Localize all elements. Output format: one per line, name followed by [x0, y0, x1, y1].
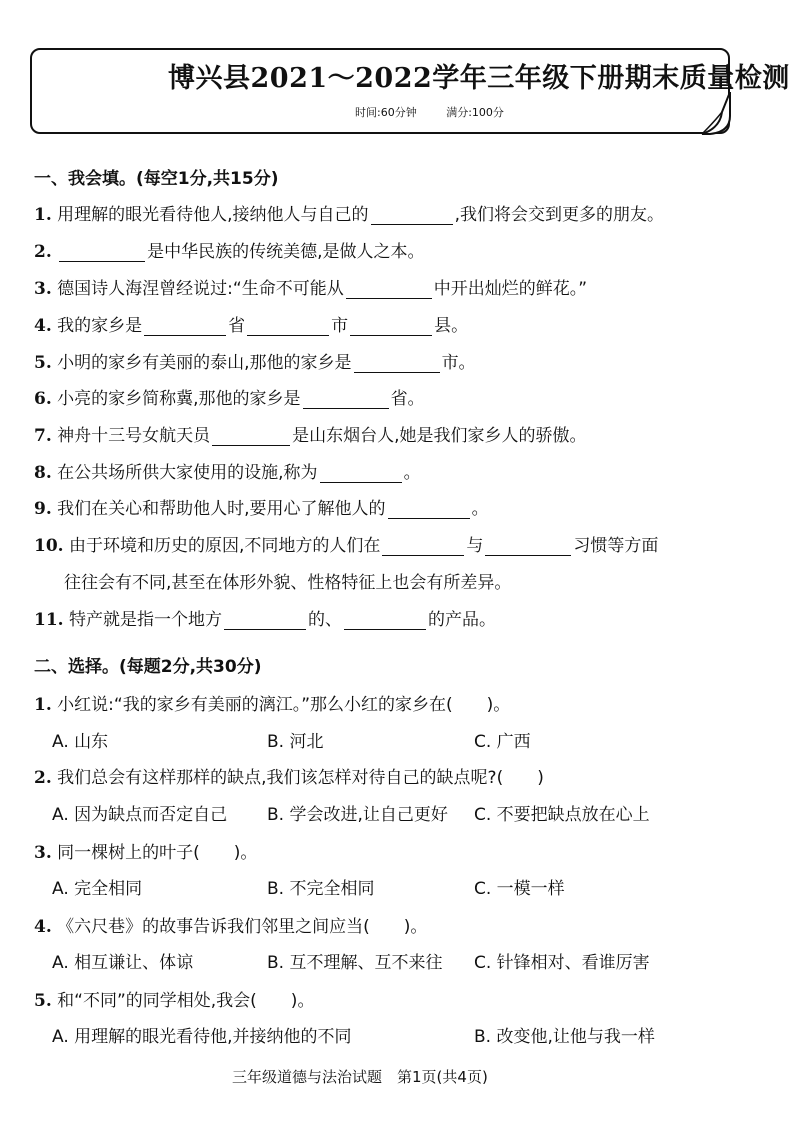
answer-blank[interactable]: [320, 464, 402, 483]
choice-question-1: 1. 小红说:“我的家乡有美丽的漓江。”那么小红的家乡在( )。: [34, 695, 511, 715]
answer-blank[interactable]: [212, 427, 290, 446]
fill-question-5: 5. 小明的家乡有美丽的泰山,那他的家乡是 市。: [34, 353, 476, 373]
answer-blank[interactable]: [144, 317, 226, 336]
option-b[interactable]: B. 改变他,让他与我一样: [474, 1027, 655, 1047]
option-a[interactable]: A. 用理解的眼光看待他,并接纳他的不同: [52, 1027, 352, 1047]
choice-question-4: 4. 《六尺巷》的故事告诉我们邻里之间应当( )。: [34, 917, 428, 937]
page-curl-decoration: [700, 92, 738, 136]
option-b[interactable]: B. 互不理解、互不来往: [267, 953, 443, 973]
answer-blank[interactable]: [485, 537, 571, 556]
fill-question-10: 10. 由于环境和历史的原因,不同地方的人们在 与 习惯等方面: [34, 536, 659, 556]
choice-question-2: 2. 我们总会有这样那样的缺点,我们该怎样对待自己的缺点呢?( ): [34, 768, 544, 788]
page-footer: 三年级道德与法治试题 第1页(共4页): [232, 1068, 488, 1086]
option-c[interactable]: C. 针锋相对、看谁厉害: [474, 953, 650, 973]
answer-blank[interactable]: [303, 390, 389, 409]
option-b[interactable]: B. 河北: [267, 732, 324, 752]
answer-blank[interactable]: [388, 500, 470, 519]
answer-blank[interactable]: [247, 317, 329, 336]
answer-blank[interactable]: [354, 354, 440, 373]
option-c[interactable]: C. 一模一样: [474, 879, 565, 899]
answer-blank[interactable]: [346, 280, 432, 299]
option-c[interactable]: C. 广西: [474, 732, 531, 752]
option-c[interactable]: C. 不要把缺点放在心上: [474, 805, 650, 825]
fill-question-11: 11. 特产就是指一个地方 的、 的产品。: [34, 610, 496, 630]
answer-blank[interactable]: [350, 317, 432, 336]
section-2-title: 二、选择。(每题2分,共30分): [34, 657, 262, 677]
fill-question-8: 8. 在公共场所供大家使用的设施,称为 。: [34, 463, 421, 483]
option-a[interactable]: A. 因为缺点而否定自己: [52, 805, 228, 825]
exam-time: 时间:60分钟: [355, 106, 417, 119]
choice-question-5: 5. 和“不同”的同学相处,我会( )。: [34, 991, 315, 1011]
fill-question-6: 6. 小亮的家乡简称冀,那他的家乡是 省。: [34, 389, 425, 409]
fill-question-4: 4. 我的家乡是 省 市 县。: [34, 316, 469, 336]
fill-question-7: 7. 神舟十三号女航天员 是山东烟台人,她是我们家乡人的骄傲。: [34, 426, 587, 446]
option-a[interactable]: A. 山东: [52, 732, 109, 752]
fill-question-2: 2. 是中华民族的传统美德,是做人之本。: [34, 242, 425, 262]
answer-blank[interactable]: [344, 611, 426, 630]
choice-question-3: 3. 同一棵树上的叶子( )。: [34, 843, 258, 863]
answer-blank[interactable]: [382, 537, 464, 556]
option-a[interactable]: A. 相互谦让、体谅: [52, 953, 194, 973]
exam-meta: [355, 104, 530, 120]
answer-blank[interactable]: [371, 206, 453, 225]
option-b[interactable]: B. 学会改进,让自己更好: [267, 805, 448, 825]
fill-question-10-continued: 往往会有不同,甚至在体形外貌、性格特征上也会有所差异。: [64, 573, 512, 593]
fill-question-3: 3. 德国诗人海涅曾经说过:“生命不可能从 中开出灿烂的鲜花。”: [34, 279, 588, 299]
exam-score: 满分:100分: [446, 106, 504, 119]
fill-question-1: 1. 用理解的眼光看待他人,接纳他人与自己的 ,我们将会交到更多的朋友。: [34, 205, 664, 225]
option-b[interactable]: B. 不完全相同: [267, 879, 375, 899]
fill-question-9: 9. 我们在关心和帮助他人时,要用心了解他人的 。: [34, 499, 489, 519]
answer-blank[interactable]: [224, 611, 306, 630]
section-1-title: 一、我会填。(每空1分,共15分): [34, 169, 279, 189]
answer-blank[interactable]: [59, 243, 145, 262]
option-a[interactable]: A. 完全相同: [52, 879, 143, 899]
exam-title: 博兴县2021～2022学年三年级下册期末质量检测: [168, 63, 790, 94]
